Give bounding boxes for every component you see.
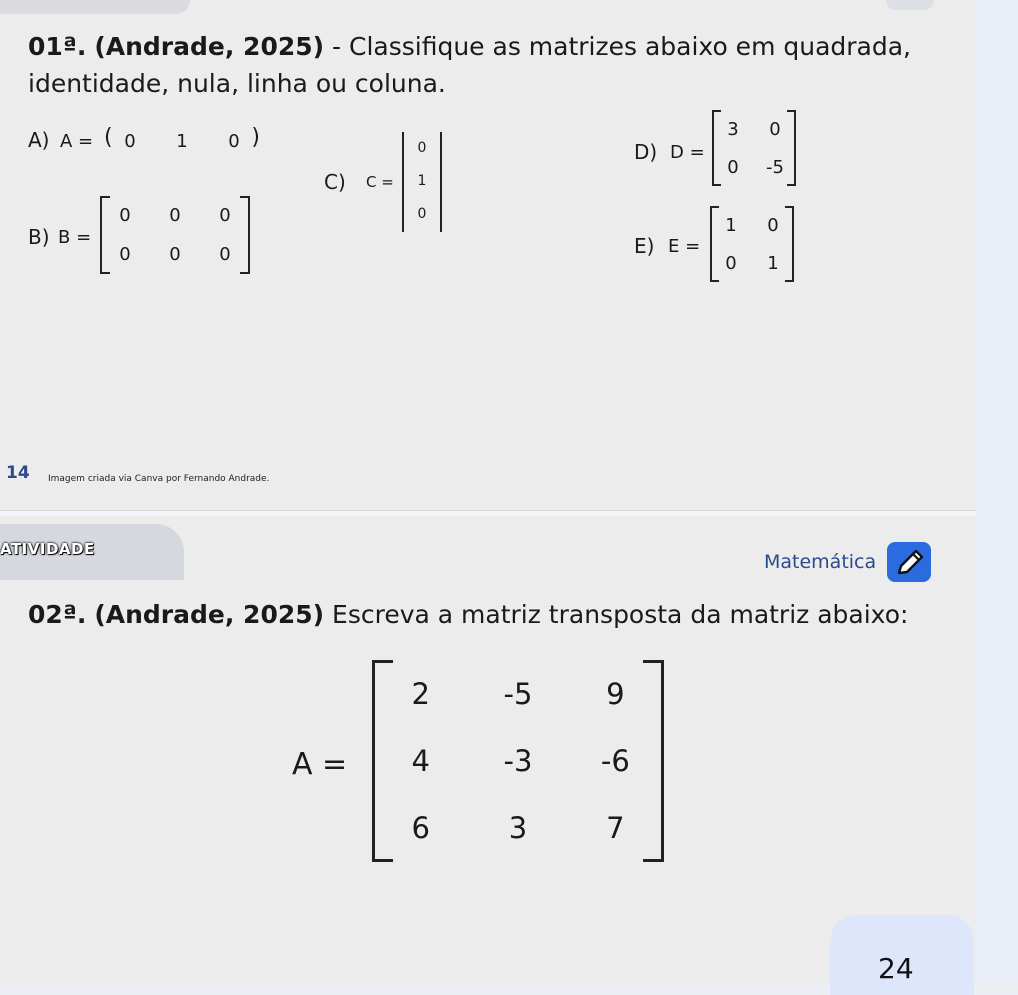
option-c-equation: C = (366, 173, 394, 191)
matrix-e (710, 206, 794, 282)
matrix-q2-cell: -6 (600, 743, 630, 778)
matrix-d-cell: 3 (727, 118, 739, 140)
option-b-label: B) (28, 225, 50, 249)
matrix-e-cell: 0 (725, 252, 737, 274)
matrix-b-cell: 0 (119, 244, 131, 265)
matrix-b-cell: 0 (219, 205, 231, 226)
option-c-label: C) (324, 170, 346, 194)
top-nib (886, 0, 934, 10)
matrix-c-cell: 1 (417, 172, 427, 189)
matrix-q2-cell: 4 (411, 743, 430, 778)
top-tab (0, 0, 190, 14)
matrix-c-cell: 0 (417, 205, 427, 222)
option-a-label: A) (28, 128, 50, 152)
matrix-e-cell: 1 (767, 252, 779, 274)
image-credit: Imagem criada via Canva por Fernando Andrade. (48, 474, 270, 484)
matrix-q2-cell: -3 (503, 743, 533, 778)
matrix-c (402, 132, 442, 230)
option-b-equation: B = (58, 227, 92, 248)
matrix-b (100, 196, 250, 274)
subject-label: Matemática (764, 551, 877, 573)
matrix-e-cell: 0 (767, 214, 779, 236)
matrix-b-cell: 0 (169, 244, 181, 265)
matrix-d-cell: -5 (766, 156, 784, 178)
activity-label: ATIVIDADE (0, 540, 95, 558)
matrix-b-cell: 0 (119, 205, 131, 226)
matrix-b-cell: 0 (169, 205, 181, 226)
question-1-title: 01ª. (Andrade, 2025) - Classifique as matrizes abaixo em quadrada, identidade, nula, linha ou coluna. (28, 32, 912, 98)
matrix-q2-cell: 9 (606, 676, 625, 711)
matrix-q2-cell: 3 (508, 811, 528, 846)
matrix-q2-cell: -5 (503, 676, 533, 711)
pencil-icon (887, 542, 931, 582)
option-d-label: D) (634, 140, 658, 164)
matrix-e-cell: 1 (725, 214, 737, 236)
matrix-q2-cell: 2 (411, 676, 430, 711)
matrix-d-cell: 0 (769, 118, 781, 140)
page-number: 14 (6, 463, 30, 483)
matrix-q2-cell: 6 (411, 811, 430, 846)
matrix-a: ( ) 0 1 0 (104, 125, 260, 152)
matrix-q2 (372, 660, 664, 862)
matrix-q2-cell: 7 (606, 811, 625, 846)
matrix-a-cell: 1 (176, 130, 188, 152)
option-e-label: E) (634, 234, 655, 258)
matrix-c-cell: 0 (417, 140, 427, 157)
right-rail (976, 0, 1018, 983)
matrix-d (712, 110, 796, 186)
matrix-d-cell: 0 (727, 156, 739, 178)
option-a-equation: A = (60, 131, 94, 152)
matrix-a-cell: 0 (228, 130, 240, 152)
question-2-title: 02ª. (Andrade, 2025) Escreva a matriz transposta da matriz abaixo: (28, 600, 909, 629)
page-badge-number: 24 (878, 952, 914, 985)
option-e-equation: E = (668, 236, 701, 257)
question-2-equation: A = (292, 747, 348, 782)
matrix-a-cell: 0 (124, 130, 136, 152)
matrix-b-cell: 0 (219, 244, 231, 265)
option-d-equation: D = (670, 142, 705, 163)
